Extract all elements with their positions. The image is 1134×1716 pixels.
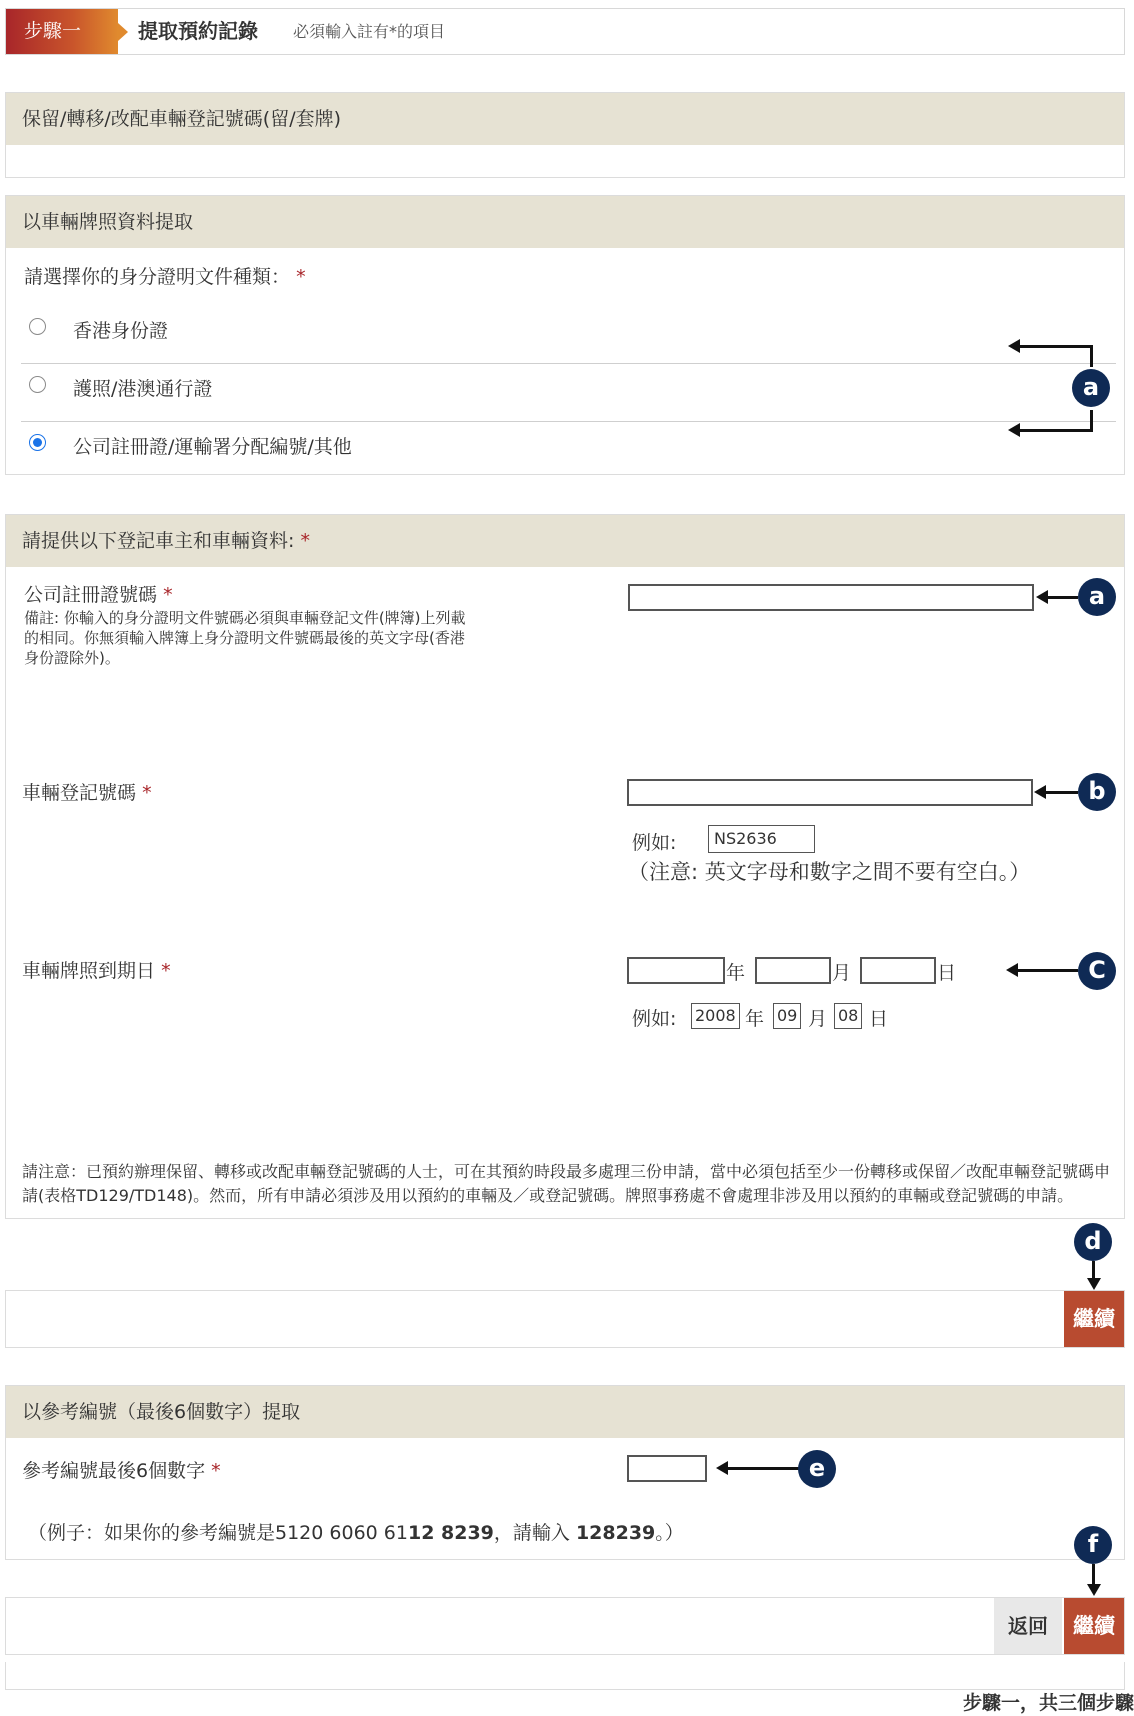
radio-button-checked[interactable] <box>29 434 46 451</box>
reg-mark-hint: （注意: 英文字母和數字之間不要有空白。） <box>628 860 1031 884</box>
annotation-line <box>1020 429 1093 432</box>
example-day-unit: 日 <box>869 1008 889 1030</box>
reference-actions-bar <box>5 1597 1125 1655</box>
annotation-arrow <box>1087 1584 1101 1596</box>
reference-example: （例子：如果你的參考編號是5120 6060 6112 8239，請輸入 128239。） <box>28 1522 684 1544</box>
owner-actions-bar <box>5 1290 1125 1348</box>
expiry-example-label: 例如: <box>632 1008 677 1030</box>
reference-label: 參考編號最後6個數字 * <box>22 1460 221 1482</box>
step-indicator: 步驟一 <box>6 9 118 54</box>
annotation-arrow <box>716 1461 728 1475</box>
doc-type-question: 請選擇你的身分證明文件種類： * <box>24 266 306 288</box>
radio-option-passport[interactable] <box>21 363 1116 421</box>
company-reg-label: 公司註冊證號碼 * <box>24 584 173 606</box>
expiry-month-input[interactable] <box>755 957 831 984</box>
expiry-example-month: 09 <box>773 1003 801 1029</box>
radio-label: 護照/港澳通行證 <box>73 378 213 400</box>
radio-button[interactable] <box>29 318 46 335</box>
annotation-badge-b: b <box>1078 773 1116 811</box>
annotation-line <box>1018 969 1078 972</box>
annotation-arrow <box>1087 1278 1101 1290</box>
service-panel <box>5 92 1125 178</box>
annotation-badge-e: e <box>798 1450 836 1488</box>
annotation-badge-a: a <box>1072 369 1110 407</box>
reg-mark-example-value: NS2636 <box>708 825 815 853</box>
annotation-line <box>1092 1564 1095 1584</box>
license-panel-title: 以車輛牌照資料提取 <box>6 196 1124 248</box>
annotation-line <box>1046 791 1078 794</box>
expiry-label: 車輛牌照到期日 * <box>22 960 171 982</box>
month-unit: 月 <box>832 962 852 984</box>
example-month-unit: 月 <box>808 1008 828 1030</box>
expiry-example-day: 08 <box>834 1003 862 1029</box>
expiry-example-year: 2008 <box>691 1003 740 1029</box>
annotation-line <box>1090 345 1093 367</box>
annotation-badge-a2: a <box>1078 578 1116 616</box>
day-unit: 日 <box>937 962 957 984</box>
reference-panel-title: 以參考編號（最後6個數字）提取 <box>6 1386 1124 1438</box>
annotation-badge-f: f <box>1074 1526 1112 1564</box>
reg-mark-example-label: 例如: <box>632 832 677 854</box>
annotation-arrow <box>1008 339 1020 353</box>
service-title: 保留/轉移/改配車輛登記號碼(留/套牌) <box>6 93 1124 145</box>
annotation-line <box>1092 1261 1095 1278</box>
owner-panel-title: 請提供以下登記車主和車輛資料: * <box>6 515 1124 567</box>
continue-button-reference[interactable]: 繼續 <box>1064 1598 1124 1654</box>
annotation-line <box>1020 345 1093 348</box>
radio-label: 香港身份證 <box>73 320 169 342</box>
radio-label: 公司註冊證/運輸署分配編號/其他 <box>73 436 352 458</box>
year-unit: 年 <box>726 962 746 984</box>
step-header <box>5 8 1125 55</box>
annotation-line <box>1048 596 1078 599</box>
back-button[interactable]: 返回 <box>994 1598 1062 1654</box>
required-note: 必須輸入註有*的項目 <box>293 22 446 41</box>
annotation-arrow <box>1036 590 1048 604</box>
page-title: 提取預約記錄 <box>138 19 258 43</box>
license-panel <box>5 195 1125 475</box>
annotation-arrow <box>1006 963 1018 977</box>
bottom-spacer <box>5 1662 1125 1690</box>
company-reg-note: 備註: 你輸入的身分證明文件號碼必須與車輛登記文件(牌簿)上列載的相同。你無須輸入牌簿上身分證明文件號碼最後的英文字母(香港身份證除外)。 <box>24 609 466 667</box>
reference-input[interactable] <box>627 1455 707 1482</box>
radio-option-hkid[interactable] <box>21 306 1116 364</box>
annotation-badge-d: d <box>1074 1223 1112 1261</box>
expiry-day-input[interactable] <box>860 957 936 984</box>
radio-option-company[interactable] <box>21 421 1116 479</box>
expiry-year-input[interactable] <box>627 957 725 984</box>
step-progress: 步驟一，共三個步驟 <box>962 1692 1134 1714</box>
annotation-badge-c: C <box>1078 952 1116 990</box>
example-year-unit: 年 <box>745 1008 765 1030</box>
annotation-arrow <box>1008 423 1020 437</box>
company-reg-input[interactable] <box>628 584 1034 611</box>
annotation-arrow <box>1034 785 1046 799</box>
booking-notice: 請注意：已預約辦理保留、轉移或改配車輛登記號碼的人士，可在其預約時段最多處理三份申請，當中必須包括至少一份轉移或保留／改配車輛登記號碼申請(表格TD129/TD148)。然而，所有申請必須涉及用以預約的車輛及／或登記號碼。牌照事務處不會處理非涉及用以預約的車輛或登記號碼的申請。 <box>22 1162 1111 1205</box>
radio-button[interactable] <box>29 376 46 393</box>
annotation-line <box>728 1467 800 1470</box>
reg-mark-input[interactable] <box>627 779 1033 806</box>
continue-button[interactable]: 繼續 <box>1064 1291 1124 1347</box>
reg-mark-label: 車輛登記號碼 * <box>22 782 152 804</box>
